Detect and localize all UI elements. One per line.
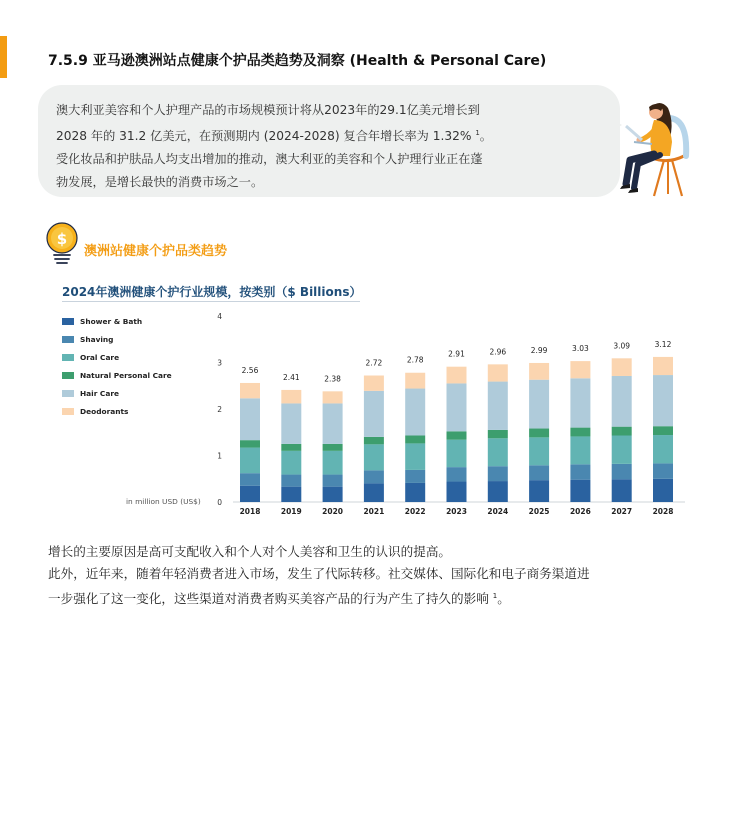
x-tick-label: 2027 xyxy=(611,507,633,516)
bar-segment xyxy=(240,473,260,486)
bar-segment xyxy=(281,451,301,475)
bar-segment xyxy=(488,438,508,466)
bar-segment xyxy=(653,435,673,463)
legend-label: Deodorants xyxy=(80,406,129,416)
bar-segment xyxy=(240,486,260,502)
bar-segment xyxy=(323,391,343,403)
footnote-ref: 1 xyxy=(492,592,498,600)
y-tick-label: 3 xyxy=(217,358,222,368)
x-tick-label: 2019 xyxy=(280,507,302,516)
bar-total-label: 2.78 xyxy=(406,355,424,365)
bar-segment xyxy=(529,465,549,480)
svg-text:$: $ xyxy=(56,230,68,248)
y-tick-label: 2 xyxy=(217,405,222,414)
bar-segment xyxy=(653,357,673,375)
y-tick-label: 1 xyxy=(217,451,222,461)
bar-total-label: 3.12 xyxy=(654,339,672,349)
x-tick-label: 2024 xyxy=(487,507,509,516)
bar-total-label: 2.41 xyxy=(282,372,300,382)
bar-segment xyxy=(488,382,508,430)
bar-segment xyxy=(240,440,260,447)
bar-segment xyxy=(364,437,384,444)
body-paragraph: 此外，近年来，随着年轻消费者进入市场，发生了代际转移。社交媒体、国际化和电子商务渠道进 xyxy=(48,566,590,581)
bar-segment xyxy=(323,487,343,502)
bar-segment xyxy=(405,483,425,502)
callout-line: 澳大利亚美容和个人护理产品的市场规模预计将从2023年的29.1亿美元增长到 xyxy=(56,103,480,117)
bar-segment xyxy=(240,448,260,474)
bar-segment xyxy=(570,428,590,437)
section-accent-bar xyxy=(0,36,7,78)
bar-segment xyxy=(281,403,301,443)
bar-total-label: 2.99 xyxy=(530,345,548,355)
bar-segment xyxy=(323,444,343,451)
bar-segment xyxy=(529,429,549,438)
callout-line: 2028 年的 31.2 亿美元，在预测期内 (2024-2028) 复合年增长率为 1.32% $^1$。 xyxy=(56,129,492,144)
bar-segment xyxy=(570,361,590,378)
bar-segment xyxy=(323,475,343,487)
y-tick-label: 0 xyxy=(217,498,222,507)
bar-segment xyxy=(529,480,549,502)
x-tick-label: 2022 xyxy=(404,507,426,516)
bar-segment xyxy=(405,470,425,483)
bar-segment xyxy=(323,451,343,475)
woman-with-laptop-icon xyxy=(612,98,692,202)
bar-segment xyxy=(570,378,590,427)
bar-segment xyxy=(570,436,590,464)
bar-segment xyxy=(364,470,384,483)
bar-total-label: 3.09 xyxy=(613,341,631,351)
chart-unit-label: in million USD (US$) xyxy=(126,497,201,506)
bar-segment xyxy=(612,436,632,464)
bar-segment xyxy=(612,479,632,502)
bar-segment xyxy=(612,376,632,427)
bar-segment xyxy=(447,431,467,439)
bar-segment xyxy=(529,380,549,429)
section-title: 7.5.9 亚马逊澳洲站点健康个护品类趋势及洞察 (Health & Personal Care) xyxy=(48,53,547,69)
x-tick-label: 2020 xyxy=(322,507,344,516)
bar-segment xyxy=(653,479,673,502)
bar-segment xyxy=(570,480,590,502)
bar-segment xyxy=(447,367,467,384)
legend-label: Shaving xyxy=(80,334,114,344)
bar-segment xyxy=(447,467,467,481)
bar-segment xyxy=(653,375,673,426)
legend-label: Oral Care xyxy=(80,352,120,362)
callout-line: 受化妆品和护肤品人均支出增加的推动，澳大利亚的美容和个人护理行业正在蓬 xyxy=(56,152,483,167)
bar-total-label: 3.03 xyxy=(572,344,589,354)
body-paragraph: 增长的主要原因是高可支配收入和个人对个人美容和卫生的认识的提高。 xyxy=(48,544,451,559)
bar-segment xyxy=(323,403,343,443)
x-tick-label: 2023 xyxy=(446,507,467,516)
bar-segment xyxy=(612,464,632,479)
x-tick-label: 2028 xyxy=(652,507,674,516)
bar-segment xyxy=(488,481,508,502)
callout-line: 勃发展，是增长最快的消费市场之一。 xyxy=(56,175,264,190)
bar-segment xyxy=(447,440,467,467)
stacked-bar-chart xyxy=(0,300,729,525)
bar-segment xyxy=(364,376,384,391)
bar-segment xyxy=(488,364,508,381)
bar-segment xyxy=(281,390,301,403)
bar-segment xyxy=(653,463,673,478)
bar-total-label: 2.56 xyxy=(241,365,259,375)
bar-segment xyxy=(405,443,425,470)
bar-segment xyxy=(240,383,260,398)
chart-title: 2024年澳洲健康个护行业规模，按类别（$ Billions） xyxy=(62,285,362,299)
bar-segment xyxy=(653,426,673,435)
legend-label: Natural Personal Care xyxy=(80,370,172,380)
x-tick-label: 2025 xyxy=(528,507,550,516)
bar-segment xyxy=(447,482,467,502)
bar-segment xyxy=(281,475,301,487)
bar-segment xyxy=(488,430,508,438)
bar-segment xyxy=(612,427,632,436)
bar-segment xyxy=(447,383,467,431)
legend-label: Shower & Bath xyxy=(80,316,143,326)
footnote-ref: 1 xyxy=(475,129,480,137)
bar-total-label: 2.38 xyxy=(324,374,341,384)
bar-total-label: 2.96 xyxy=(489,347,507,357)
bar-segment xyxy=(488,466,508,481)
bar-segment xyxy=(570,464,590,479)
dollar-bulb-icon xyxy=(46,222,80,270)
bar-segment xyxy=(405,436,425,444)
subsection-title: 澳洲站健康个护品类趋势 xyxy=(84,244,228,259)
callout-text xyxy=(56,99,601,194)
bar-segment xyxy=(529,363,549,380)
bar-segment xyxy=(364,444,384,470)
bar-segment xyxy=(405,373,425,389)
bar-total-label: 2.91 xyxy=(448,349,465,359)
legend-label: Hair Care xyxy=(80,388,119,398)
bar-segment xyxy=(612,358,632,376)
x-tick-label: 2026 xyxy=(569,507,591,516)
bar-segment xyxy=(281,444,301,451)
bar-segment xyxy=(405,389,425,436)
bar-segment xyxy=(364,391,384,437)
x-tick-label: 2021 xyxy=(363,507,385,516)
x-tick-label: 2018 xyxy=(239,507,261,516)
bar-segment xyxy=(529,437,549,465)
y-tick-label: 4 xyxy=(217,312,222,321)
bar-segment xyxy=(281,487,301,502)
bar-segment xyxy=(240,398,260,440)
bar-total-label: 2.72 xyxy=(365,358,383,368)
bar-segment xyxy=(364,483,384,502)
body-text xyxy=(48,541,698,610)
body-paragraph: 一步强化了这一变化，这些渠道对消费者购买美容产品的行为产生了持久的影响 $^1$。 xyxy=(48,591,510,607)
